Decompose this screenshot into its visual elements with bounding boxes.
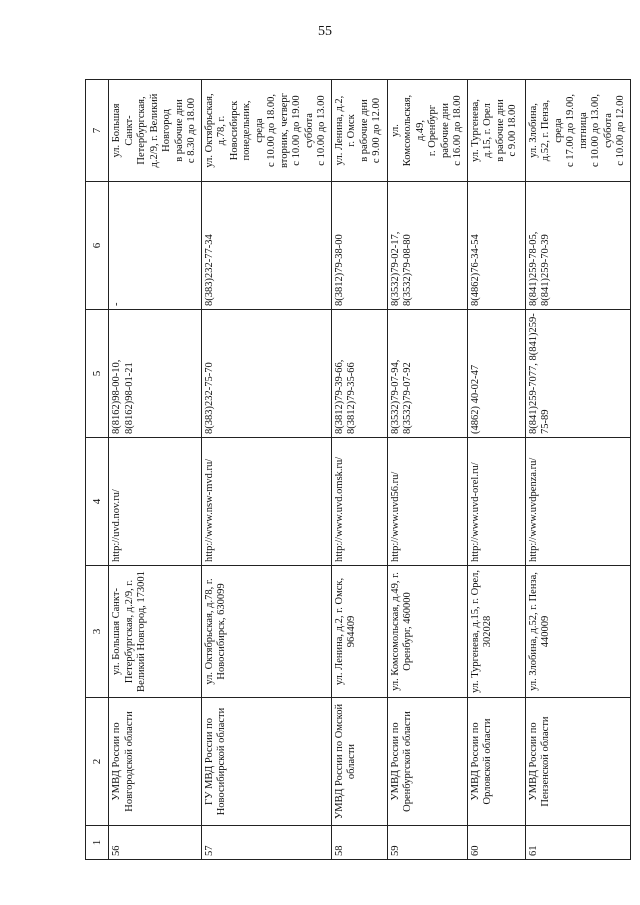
reception-hours-line: рабочие дни xyxy=(439,103,451,158)
department-website-link[interactable]: http://www.uvdpenza.ru/ xyxy=(525,438,630,566)
reception-hours-line: д.15, г. Орел xyxy=(482,103,493,158)
table-row xyxy=(201,80,331,860)
department-name: УМВД России по Пензенской области xyxy=(525,698,630,826)
reception-hours-line: суббота xyxy=(602,113,614,148)
department-phones: 8(3532)79-07-94, 8(3532)79-07-92 xyxy=(387,310,467,438)
table-header-row xyxy=(86,80,109,860)
reception-hours-line: г. Оренбург xyxy=(427,104,438,157)
department-address: ул. Комсомольская, д.49, г. Оренбург, 460000 xyxy=(387,566,467,698)
reception-hours-line: ул. Ленина, д.2, xyxy=(333,95,345,166)
reception-hours-line: с 10.00 до 12.00 xyxy=(615,95,626,166)
row-number: 59 xyxy=(387,826,467,860)
reception-hours-line: с 10.00 до 18.00, xyxy=(266,94,277,168)
department-phones: 8(8162)98-00-10, 8(8162)98-01-21 xyxy=(109,310,202,438)
department-phones: (4862) 40-02-47 xyxy=(467,310,525,438)
reception-hours-line: с 17.00 до 19.00, xyxy=(565,94,576,168)
reception-hours-line: суббота xyxy=(303,113,315,148)
reception-hours xyxy=(109,80,202,182)
department-address: ул. Тургенева, д.15, г. Орел, 302028 xyxy=(467,566,525,698)
reception-hours-line: ул. Злобина, xyxy=(527,103,539,158)
reception-hours-line: пятница xyxy=(577,112,589,149)
reception-hours-line: в рабочие дни xyxy=(173,99,185,162)
reception-hours-line: г. Омск xyxy=(346,114,357,147)
department-extra-phones: 8(3532)79-02-17, 8(3532)79-08-80 xyxy=(387,182,467,310)
department-extra-phones: 8(4862)76-34-54 xyxy=(467,182,525,310)
reception-hours-line: ул. Большая xyxy=(111,103,122,158)
department-extra-phones: - xyxy=(109,182,202,310)
column-header: 2 xyxy=(86,698,109,826)
reception-hours-line: ул. xyxy=(389,124,401,137)
reception-hours-line: с 16.00 до 18.00 xyxy=(452,95,463,166)
reception-hours-line: с 10.00 до 13.00, xyxy=(590,94,601,168)
reception-hours-line: д.52, г. Пенза, xyxy=(540,99,551,162)
department-name: УМВД России по Орловской области xyxy=(467,698,525,826)
department-address: ул. Большая Санкт-Петербургская, д.2/9, г. Великий Новгород, 173001 xyxy=(109,566,202,698)
reception-hours-line: с 9.00 18.00 xyxy=(507,104,518,157)
reception-hours-line: в рабочие дни xyxy=(358,99,370,162)
row-number: 56 xyxy=(109,826,202,860)
department-phones: 8(383)232-75-70 xyxy=(201,310,331,438)
reception-hours xyxy=(201,80,331,182)
department-phones: 8(3812)79-39-66, 8(3812)79-35-66 xyxy=(331,310,387,438)
department-website-link[interactable]: http://uvd.nov.ru/ xyxy=(109,438,202,566)
reception-hours xyxy=(387,80,467,182)
reception-hours-line: д.49, xyxy=(414,119,426,142)
reception-hours-line: среда xyxy=(552,118,564,143)
police-departments-table xyxy=(85,79,631,860)
row-number: 57 xyxy=(201,826,331,860)
reception-hours-line: Комсомольская, xyxy=(402,94,413,167)
reception-hours-line: ул. Тургенева, xyxy=(469,99,481,162)
table-row xyxy=(331,80,387,860)
column-header: 1 xyxy=(86,826,109,860)
department-website-link[interactable]: http://www.nsw-mvd.ru/ xyxy=(201,438,331,566)
reception-hours xyxy=(331,80,387,182)
department-name: УМВД России по Омской области xyxy=(331,698,387,826)
department-extra-phones: 8(841)259-78-05, 8(841)259-70-39 xyxy=(525,182,630,310)
table-row xyxy=(387,80,467,860)
department-website-link[interactable]: http://www.uvd56.ru/ xyxy=(387,438,467,566)
reception-hours-line: д.78, г. xyxy=(216,115,227,146)
reception-hours-line: вторник, четверг xyxy=(278,93,290,168)
reception-hours xyxy=(467,80,525,182)
table-row xyxy=(109,80,202,860)
column-header: 7 xyxy=(86,80,109,182)
reception-hours xyxy=(525,80,630,182)
department-phones: 8(841)259-7077, 8(841)259-75-89 xyxy=(525,310,630,438)
department-website-link[interactable]: http://www.uvd.omsk.ru/ xyxy=(331,438,387,566)
reception-hours-line: в рабочие дни xyxy=(494,99,506,162)
rotated-table-frame xyxy=(85,80,626,860)
table-row xyxy=(525,80,630,860)
page-number: 55 xyxy=(318,24,332,39)
reception-hours-line: Новосибирск xyxy=(228,100,240,161)
reception-hours-line: Новгород xyxy=(161,109,172,152)
reception-hours-line: ул. Октябрьская, xyxy=(203,93,215,168)
department-extra-phones: 8(3812)79-38-00 xyxy=(331,182,387,310)
reception-hours-line: с 9.00 до 12.00 xyxy=(371,97,382,164)
column-header: 6 xyxy=(86,182,109,310)
department-extra-phones: 8(383)232-77-34 xyxy=(201,182,331,310)
reception-hours-line: Санкт- xyxy=(123,115,135,146)
reception-hours-line: Петербургская, xyxy=(136,96,147,165)
row-number: 58 xyxy=(331,826,387,860)
department-address: ул. Октябрьская, д.78, г. Новосибирск, 630099 xyxy=(201,566,331,698)
department-name: УМВД России по Новгородской области xyxy=(109,698,202,826)
reception-hours-line: с 10.00 до 19.00 xyxy=(291,95,302,166)
reception-hours-line: с 10.00 до 13.00 xyxy=(316,95,327,166)
column-header: 3 xyxy=(86,566,109,698)
table-body xyxy=(109,80,631,860)
column-header: 4 xyxy=(86,438,109,566)
department-address: ул. Ленина, д.2, г. Омск, 964409 xyxy=(331,566,387,698)
department-address: ул. Злобина, д.52, г. Пенза, 440009 xyxy=(525,566,630,698)
department-name: УМВД России по Оренбургской области xyxy=(387,698,467,826)
row-number: 61 xyxy=(525,826,630,860)
department-name: ГУ МВД России по Новосибирской области xyxy=(201,698,331,826)
reception-hours-line: с 8.30 до 18.00 xyxy=(186,97,197,164)
table-row xyxy=(467,80,525,860)
reception-hours-line: понедельник, xyxy=(241,100,252,161)
row-number: 60 xyxy=(467,826,525,860)
reception-hours-line: д.2/9, г. Великий xyxy=(148,93,160,168)
column-header: 5 xyxy=(86,310,109,438)
department-website-link[interactable]: http://www.uvd-orel.ru/ xyxy=(467,438,525,566)
reception-hours-line: среда xyxy=(253,118,265,143)
